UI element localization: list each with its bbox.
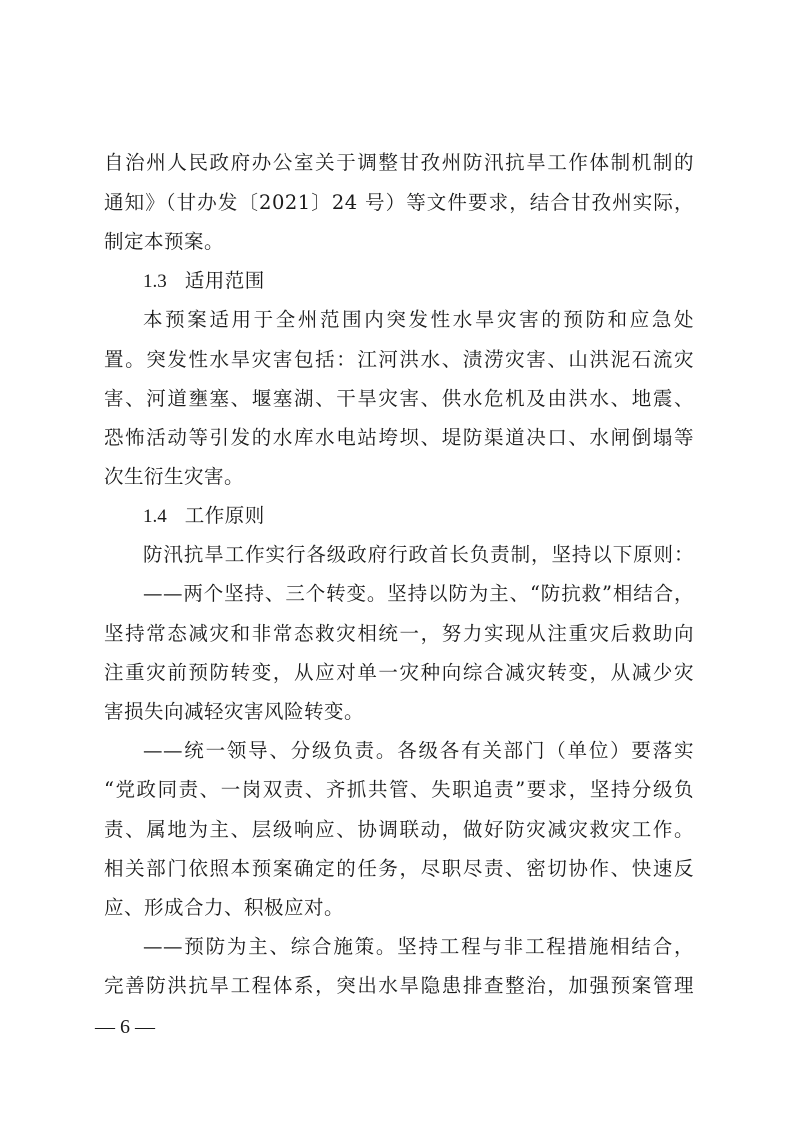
body-line: 置。突发性水旱灾害包括：江河洪水、渍涝灾害、山洪泥石流灾 — [104, 348, 694, 371]
body-line: ——两个坚持、三个转变。坚持以防为主、“防抗救”相结合， — [143, 582, 694, 605]
body-line: ——统一领导、分级负责。各级各有关部门（单位）要落实 — [143, 739, 694, 762]
body-line: 完善防洪抗旱工程体系，突出水旱隐患排查整治，加强预案管理 — [104, 974, 694, 997]
body-line: 注重灾前预防转变，从应对单一灾种向综合减灾转变，从减少灾 — [104, 661, 694, 684]
body-line: 次生衍生灾害。 — [104, 465, 245, 488]
body-line: 防汛抗旱工作实行各级政府行政首长负责制，坚持以下原则： — [143, 543, 694, 566]
body-line: 责、属地为主、层级响应、协调联动，做好防灾减灾救灾工作。 — [104, 818, 694, 841]
page-number: — 6 — — [95, 1016, 155, 1038]
body-line: 恐怖活动等引发的水库水电站垮坝、堤防渠道决口、水闸倒塌等 — [104, 426, 694, 449]
section-number: 1.3 — [143, 271, 167, 292]
body-line: 通知》（甘办发〔2021〕24 号）等文件要求，结合甘孜州实际， — [104, 191, 694, 214]
section-title: 适用范围 — [184, 269, 265, 292]
body-line: 自治州人民政府办公室关于调整甘孜州防汛抗旱工作体制机制的 — [104, 151, 694, 174]
section-title: 工作原则 — [184, 504, 265, 527]
body-line: 相关部门依照本预案确定的任务，尽职尽责、密切协作、快速反 — [104, 857, 694, 880]
section-heading-1-4 — [143, 496, 265, 536]
body-line: 应、形成合力、积极应对。 — [104, 896, 345, 919]
body-line: ——预防为主、综合施策。坚持工程与非工程措施相结合， — [143, 935, 694, 958]
body-line: 害、河道壅塞、堰塞湖、干旱灾害、供水危机及由洪水、地震、 — [104, 387, 694, 410]
section-heading-1-3 — [143, 261, 265, 301]
body-line: 本预案适用于全州范围内突发性水旱灾害的预防和应急处 — [143, 308, 694, 331]
body-line: “党政同责、一岗双责、齐抓共管、失职追责”要求，坚持分级负 — [104, 778, 694, 801]
body-line: 制定本预案。 — [104, 230, 225, 253]
body-line: 坚持常态减灾和非常态救灾相统一，努力实现从注重灾后救助向 — [104, 622, 694, 645]
body-line: 害损失向减轻灾害风险转变。 — [104, 700, 365, 723]
section-number: 1.4 — [143, 506, 167, 527]
